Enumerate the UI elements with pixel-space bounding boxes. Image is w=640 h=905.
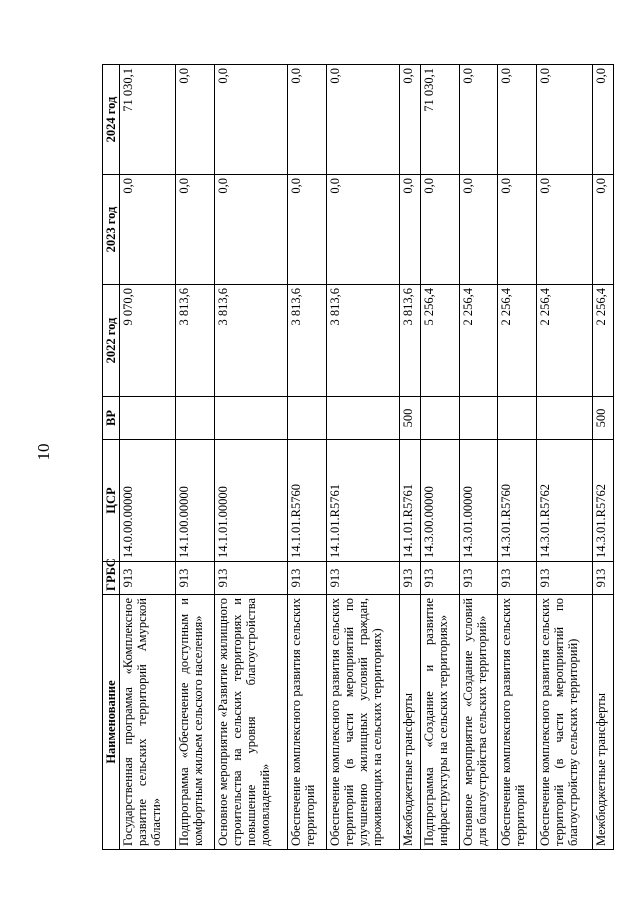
row-csr: 14.3.01.R5762 — [536, 440, 592, 562]
row-csr: 14.1.00.00000 — [175, 440, 214, 562]
row-name: Обеспечение комплексного развития сельских территорий (в части мероприятий по улучшению жилищных условий граждан, проживающих на сельских территориях) — [326, 595, 399, 850]
row-2024: 0,0 — [399, 65, 420, 175]
row-2024: 0,0 — [214, 65, 287, 175]
row-grbs: 913 — [459, 562, 498, 595]
row-grbs: 913 — [175, 562, 214, 595]
row-2024: 0,0 — [498, 65, 537, 175]
row-2022: 3 813,6 — [214, 285, 287, 397]
row-2022: 2 256,4 — [592, 285, 613, 397]
header-2022: 2022 год — [103, 285, 120, 397]
row-2023: 0,0 — [399, 175, 420, 285]
row-name: Подпрограмма «Создание и развитие инфраструктуры на сельских территориях» — [421, 595, 460, 850]
row-name: Обеспечение комплексного развития сельских территорий — [287, 595, 326, 850]
row-2022: 2 256,4 — [498, 285, 537, 397]
row-grbs: 913 — [326, 562, 399, 595]
row-2023: 0,0 — [214, 175, 287, 285]
row-grbs: 913 — [421, 562, 460, 595]
row-2024: 0,0 — [459, 65, 498, 175]
row-grbs: 913 — [120, 562, 176, 595]
row-name: Обеспечение комплексного развития сельских территорий — [498, 595, 537, 850]
row-2022: 2 256,4 — [459, 285, 498, 397]
table-row — [421, 65, 460, 850]
row-csr: 14.3.01.00000 — [459, 440, 498, 562]
row-csr: 14.1.01.R5761 — [399, 440, 420, 562]
row-2022: 3 813,6 — [399, 285, 420, 397]
header-grbs: ГРБС — [103, 562, 120, 595]
row-csr: 14.1.01.R5761 — [326, 440, 399, 562]
table-row — [592, 65, 613, 850]
table-row — [459, 65, 498, 850]
row-vr: 500 — [592, 397, 613, 440]
row-name: Государственная программа «Комплексное развитие сельских территорий Амурской области» — [120, 595, 176, 850]
header-2024: 2024 год — [103, 65, 120, 175]
row-vr — [459, 397, 498, 440]
row-2022: 3 813,6 — [326, 285, 399, 397]
row-name: Подпрограмма «Обеспечение доступным и комфортным жильем сельского населения» — [175, 595, 214, 850]
header-csr: ЦСР — [103, 440, 120, 562]
header-name: Наименование — [103, 595, 120, 850]
rotated-table-wrapper — [102, 65, 614, 850]
table-row — [399, 65, 420, 850]
row-2023: 0,0 — [536, 175, 592, 285]
row-csr: 14.3.01.R5760 — [498, 440, 537, 562]
row-2023: 0,0 — [498, 175, 537, 285]
budget-table — [102, 64, 614, 850]
row-2024: 71 030,1 — [120, 65, 176, 175]
row-2022: 3 813,6 — [287, 285, 326, 397]
row-vr — [421, 397, 460, 440]
row-csr: 14.1.01.00000 — [214, 440, 287, 562]
row-vr — [536, 397, 592, 440]
table-header-row — [103, 65, 120, 850]
row-2023: 0,0 — [120, 175, 176, 285]
row-csr: 14.3.01.R5762 — [592, 440, 613, 562]
row-2024: 0,0 — [536, 65, 592, 175]
row-vr — [326, 397, 399, 440]
row-2024: 0,0 — [592, 65, 613, 175]
row-2022: 2 256,4 — [536, 285, 592, 397]
table-row — [498, 65, 537, 850]
table-row — [326, 65, 399, 850]
row-grbs: 913 — [399, 562, 420, 595]
header-vr: ВР — [103, 397, 120, 440]
row-2024: 0,0 — [326, 65, 399, 175]
row-2024: 0,0 — [175, 65, 214, 175]
row-2023: 0,0 — [326, 175, 399, 285]
row-2022: 9 070,0 — [120, 285, 176, 397]
row-2022: 3 813,6 — [175, 285, 214, 397]
page-number: 10 — [34, 443, 53, 461]
row-name: Обеспечение комплексного развития сельских территорий (в части мероприятий по благоустройству сельских территорий) — [536, 595, 592, 850]
row-2023: 0,0 — [592, 175, 613, 285]
header-2023: 2023 год — [103, 175, 120, 285]
row-grbs: 913 — [592, 562, 613, 595]
row-csr: 14.1.01.R5760 — [287, 440, 326, 562]
row-grbs: 913 — [287, 562, 326, 595]
row-2023: 0,0 — [175, 175, 214, 285]
row-2024: 0,0 — [287, 65, 326, 175]
row-2022: 5 256,4 — [421, 285, 460, 397]
row-grbs: 913 — [498, 562, 537, 595]
row-name: Основное мероприятие «Создание условий для благоустройства сельских территорий» — [459, 595, 498, 850]
row-vr: 500 — [399, 397, 420, 440]
row-grbs: 913 — [214, 562, 287, 595]
table-row — [287, 65, 326, 850]
table-row — [175, 65, 214, 850]
row-2024: 71 030,1 — [421, 65, 460, 175]
row-vr — [120, 397, 176, 440]
row-name: Межбюджетные трансферты — [399, 595, 420, 850]
row-name: Основное мероприятие «Развитие жилищного строительства на сельских территориях и повышение уровня благоустройства домовладений» — [214, 595, 287, 850]
table-row — [120, 65, 176, 850]
row-2023: 0,0 — [459, 175, 498, 285]
row-2023: 0,0 — [287, 175, 326, 285]
row-vr — [287, 397, 326, 440]
row-2023: 0,0 — [421, 175, 460, 285]
row-name: Межбюджетные трансферты — [592, 595, 613, 850]
table-row — [214, 65, 287, 850]
row-vr — [175, 397, 214, 440]
table-row — [536, 65, 592, 850]
row-csr: 14.0.00.00000 — [120, 440, 176, 562]
row-vr — [498, 397, 537, 440]
row-grbs: 913 — [536, 562, 592, 595]
row-vr — [214, 397, 287, 440]
row-csr: 14.3.00.00000 — [421, 440, 460, 562]
